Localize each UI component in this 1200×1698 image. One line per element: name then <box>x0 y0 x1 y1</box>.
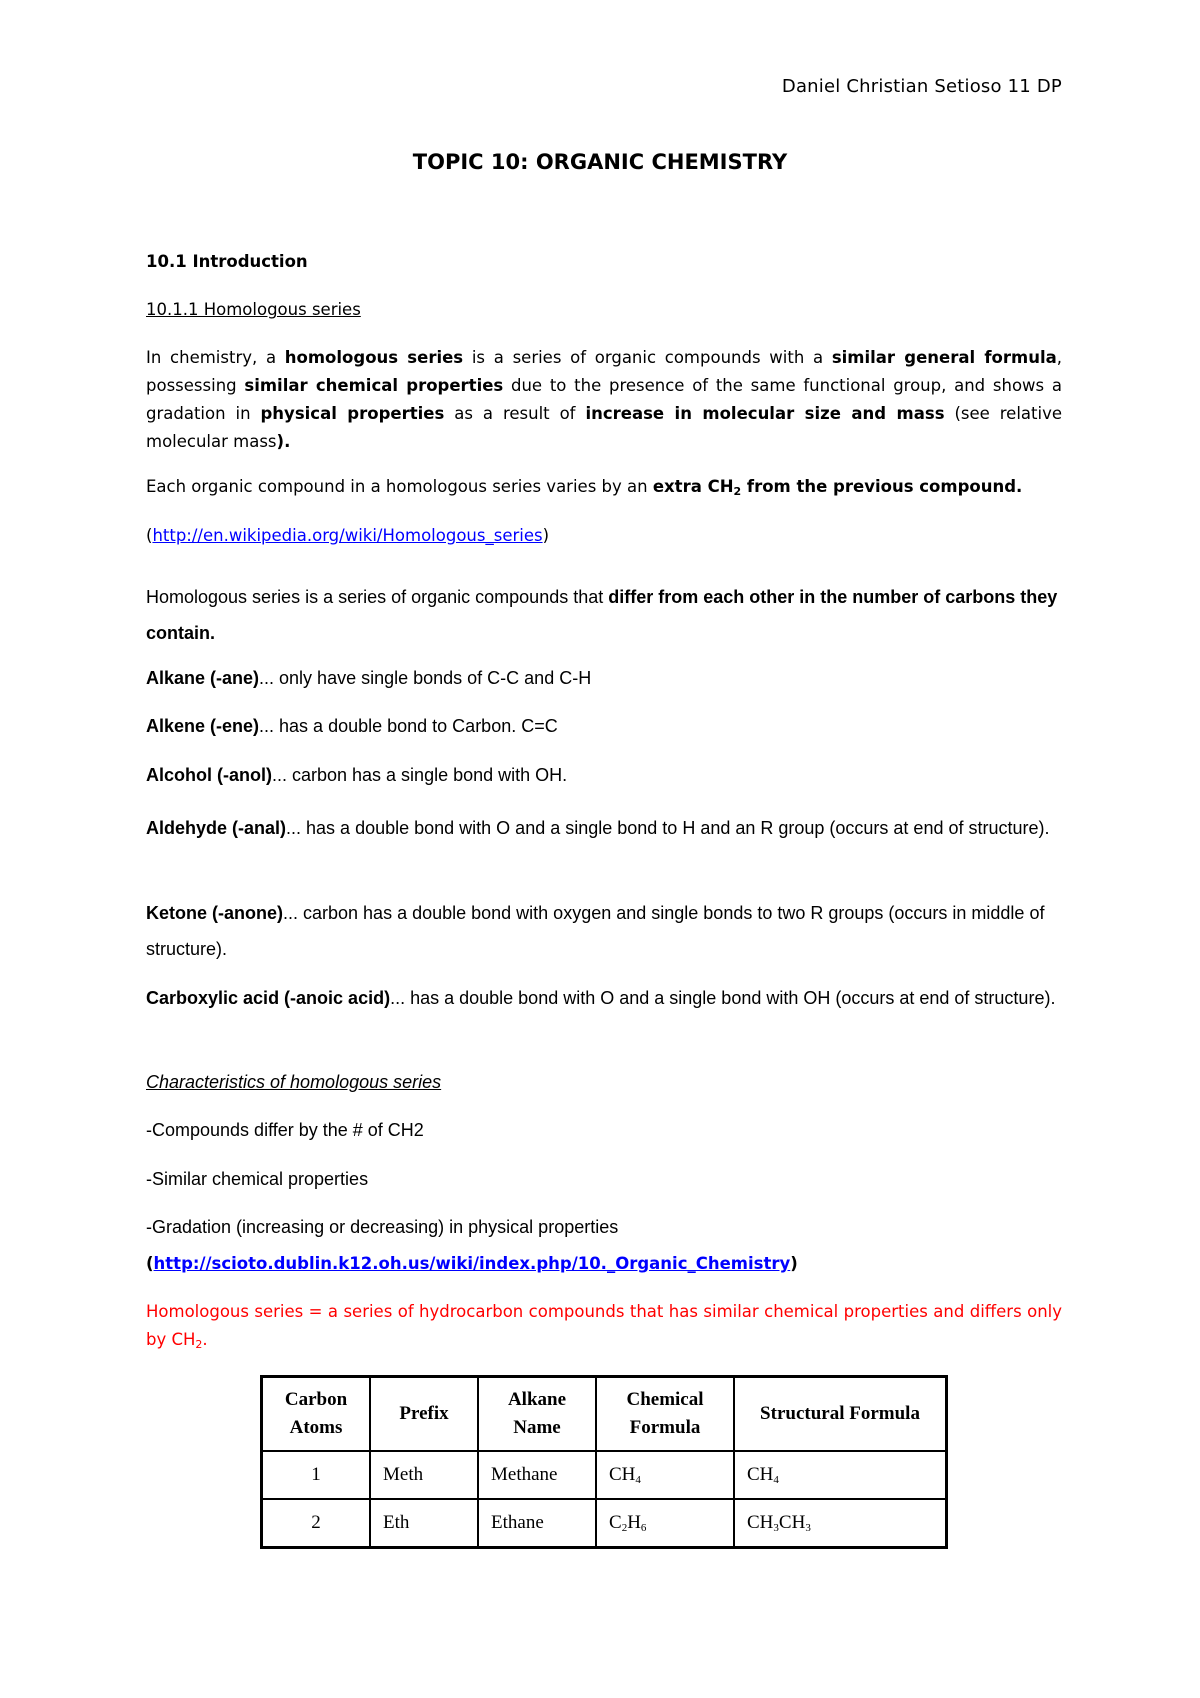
section-heading: 10.1 Introduction <box>146 252 308 271</box>
characteristic-item: -Gradation (increasing or decreasing) in physical properties <box>146 1217 619 1237</box>
cell-name: Ethane <box>478 1499 596 1548</box>
cell-name: Methane <box>478 1451 596 1499</box>
header-alkane-name: Alkane Name <box>478 1377 596 1452</box>
table-row <box>262 1451 947 1499</box>
paragraph-carbons: Homologous series is a series of organic compounds that differ from each other in the number of carbons they contain. <box>146 587 1058 643</box>
cell-prefix: Meth <box>370 1451 478 1499</box>
scioto-link-line: (http://scioto.dublin.k12.oh.us/wiki/index.php/10._Organic_Chemistry) <box>146 1254 798 1273</box>
cell-prefix: Eth <box>370 1499 478 1548</box>
wikipedia-link[interactable]: http://en.wikipedia.org/wiki/Homologous_series <box>152 526 543 545</box>
header-chemical-formula: Chemical Formula <box>596 1377 734 1452</box>
paragraph-ch2: Each organic compound in a homologous series varies by an extra $CH_2$ from the previous compound. <box>146 477 1023 498</box>
characteristic-item: -Compounds differ by the # of CH2 <box>146 1120 424 1140</box>
table-header-row <box>262 1377 947 1452</box>
scioto-link[interactable]: http://scioto.dublin.k12.oh.us/wiki/index.php/10._Organic_Chemistry <box>153 1254 791 1273</box>
cell-carbon: 1 <box>262 1451 371 1499</box>
group-alkene: Alkene (-ene)... has a double bond to Carbon. C=C <box>146 716 558 736</box>
header-carbon-atoms: Carbon Atoms <box>262 1377 371 1452</box>
group-carboxylic-acid: Carboxylic acid (-anoic acid)... has a double bond with O and a single bond with OH (occurs at end of structure). <box>146 988 1056 1008</box>
cell-carbon: 2 <box>262 1499 371 1548</box>
cell-formula: $CH_4$ <box>596 1451 734 1499</box>
header-structural-formula: Structural Formula <box>734 1377 947 1452</box>
header-prefix: Prefix <box>370 1377 478 1452</box>
cell-formula: $C_2H_6$ <box>596 1499 734 1548</box>
paragraph-definition: In chemistry, a homologous series is a series of organic compounds with a similar general formula, possessing similar chemical properties due to the presence of the same functional group, and shows a gradation in physical properties as a result of increase in molecular size and mass (see relative molecular mass). <box>146 348 1062 451</box>
page-title: TOPIC 10: ORGANIC CHEMISTRY <box>412 150 788 174</box>
author-header: Daniel Christian Setioso 11 DP <box>781 76 1062 97</box>
summary-note: Homologous series = a series of hydrocarbon compounds that has similar chemical properties and differs only by $CH_2$. <box>146 1302 1062 1351</box>
wikipedia-link-line: (http://en.wikipedia.org/wiki/Homologous_series) <box>146 526 550 545</box>
characteristic-item: -Similar chemical properties <box>146 1169 369 1189</box>
characteristics-heading: Characteristics of homologous series <box>146 1072 442 1092</box>
group-ketone: Ketone (-anone)... carbon has a double bond with oxygen and single bonds to two R groups (occurs in middle of structure). <box>146 903 1045 959</box>
subsection-heading: 10.1.1 Homologous series <box>146 300 361 319</box>
group-aldehyde: Aldehyde (-anal)... has a double bond with O and a single bond to H and an R group (occurs at end of structure). <box>146 818 1050 838</box>
group-alcohol: Alcohol (-anol)... carbon has a single bond with OH. <box>146 765 568 785</box>
group-alkane: Alkane (-ane)... only have single bonds of C-C and C-H <box>146 668 592 688</box>
homologous-series-table <box>260 1375 948 1549</box>
cell-structural: $CH_3CH_3$ <box>734 1499 947 1548</box>
table-row <box>262 1499 947 1548</box>
cell-structural: $CH_4$ <box>734 1451 947 1499</box>
